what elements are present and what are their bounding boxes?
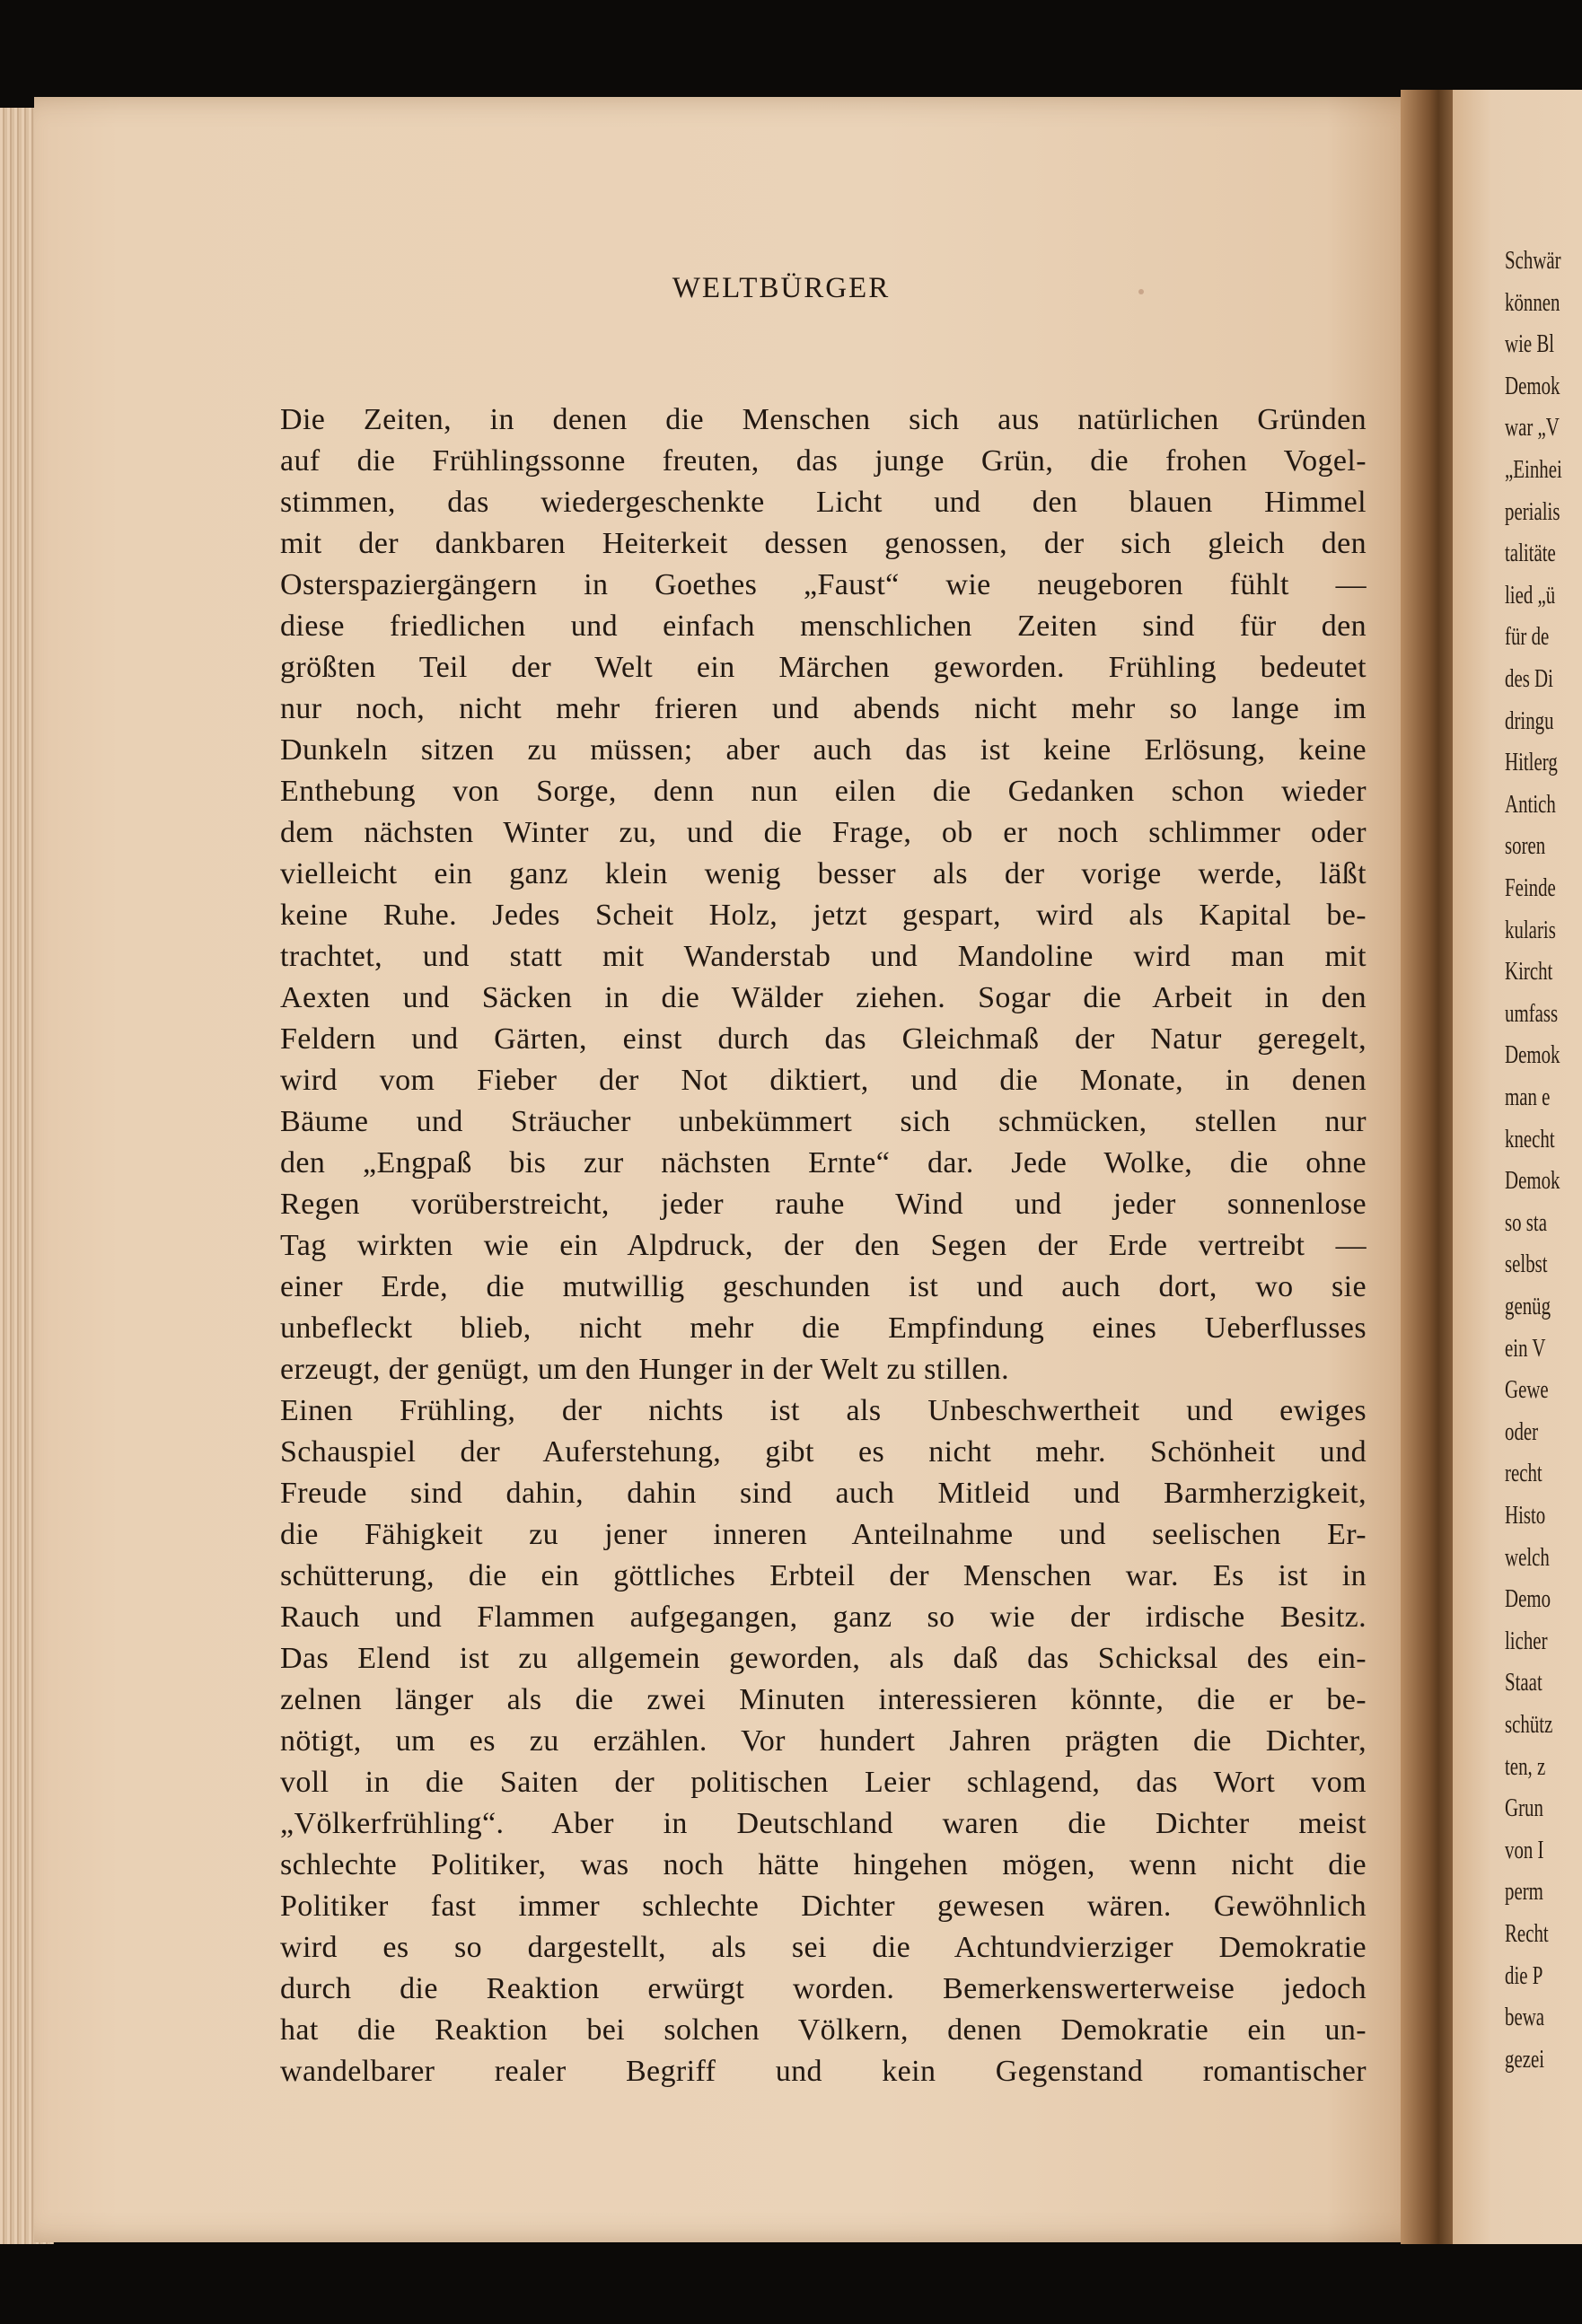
- right-page-line: perialis: [1505, 496, 1560, 526]
- text-line: schlechte Politiker, was noch hätte hingehen mögen, wenn nicht die: [280, 1848, 1367, 1881]
- text-line: die Fähigkeit zu jener inneren Anteilnahme und seelischen Er-: [280, 1518, 1367, 1551]
- text-line: Bäume und Sträucher unbekümmert sich schmücken, stellen nur: [280, 1105, 1367, 1138]
- chapter-body: [280, 399, 1367, 2092]
- right-page-line: Feinde: [1505, 873, 1556, 902]
- text-line: Politiker fast immer schlechte Dichter gewesen wären. Gewöhnlich: [280, 1890, 1367, 1923]
- text-line: wird vom Fieber der Not diktiert, und die Monate, in denen: [280, 1064, 1367, 1097]
- text-line: Aexten und Säcken in die Wälder ziehen. Sogar die Arbeit in den: [280, 981, 1367, 1014]
- right-page-line: perm: [1505, 1877, 1543, 1907]
- right-page-line: können: [1505, 287, 1560, 317]
- text-line: Feldern und Gärten, einst durch das Gleichmaß der Natur geregelt,: [280, 1022, 1367, 1056]
- text-line: einer Erde, die mutwillig geschunden ist und auch dort, wo sie: [280, 1270, 1367, 1303]
- text-line: durch die Reaktion erwürgt worden. Bemerkenswerterweise jedoch: [280, 1972, 1367, 2005]
- right-page-line: Recht: [1505, 1919, 1549, 1948]
- text-line: wandelbarer realer Begriff und kein Gegenstand romantischer: [280, 2055, 1367, 2088]
- right-page-line: Demok: [1505, 1040, 1560, 1070]
- text-line: mit der dankbaren Heiterkeit dessen genossen, der sich gleich den: [280, 527, 1367, 560]
- text-line: Schauspiel der Auferstehung, gibt es nicht mehr. Schönheit und: [280, 1435, 1367, 1469]
- right-page-line: Demok: [1505, 1166, 1560, 1196]
- right-page-line: des Di: [1505, 664, 1553, 693]
- right-page-line: Staat: [1505, 1668, 1542, 1697]
- right-page-line: licher: [1505, 1626, 1548, 1655]
- right-page-fragment: [1453, 90, 1582, 2244]
- text-line: erzeugt, der genügt, um den Hunger in der Welt zu stillen.: [280, 1353, 1009, 1386]
- text-line: voll in die Saiten der politischen Leier schlagend, das Wort vom: [280, 1766, 1367, 1799]
- text-line: diese friedlichen und einfach menschlichen Zeiten sind für den: [280, 610, 1367, 643]
- right-page-line: man e: [1505, 1083, 1551, 1111]
- right-page-line: von I: [1505, 1835, 1544, 1864]
- right-page-line: Histo: [1505, 1501, 1546, 1530]
- right-page-line: selbst: [1505, 1250, 1548, 1279]
- right-page-line: Hitlerg: [1505, 748, 1558, 777]
- text-line: Einen Frühling, der nichts ist als Unbeschwertheit und ewiges: [280, 1394, 1367, 1427]
- text-line: schütterung, die ein göttliches Erbteil der Menschen war. Es ist in: [280, 1559, 1367, 1592]
- text-line: Das Elend ist zu allgemein geworden, als daß das Schicksal des ein-: [280, 1642, 1367, 1675]
- text-line: stimmen, das wiedergeschenkte Licht und den blauen Himmel: [280, 486, 1367, 519]
- text-line: Osterspaziergängern in Goethes „Faust“ wie neugeboren fühlt —: [280, 568, 1367, 601]
- text-line: wird es so dargestellt, als sei die Achtundvierziger Demokratie: [280, 1931, 1367, 1964]
- right-page-line: kularis: [1505, 915, 1556, 944]
- text-line: nur noch, nicht mehr frieren und abends nicht mehr so lange im: [280, 692, 1367, 725]
- right-page-line: Schwär: [1505, 246, 1561, 275]
- right-page-line: Grun: [1505, 1793, 1543, 1823]
- right-page-line: talitäte: [1505, 539, 1556, 568]
- right-page-line: Antich: [1505, 789, 1556, 819]
- right-page-line: knecht: [1505, 1124, 1555, 1153]
- right-page-line: Demo: [1505, 1584, 1551, 1614]
- text-line: Enthebung von Sorge, denn nun eilen die Gedanken schon wieder: [280, 775, 1367, 808]
- right-page-line: war „V: [1505, 413, 1560, 443]
- text-line: zelnen länger als die zwei Minuten interessieren könnte, die er be-: [280, 1683, 1367, 1716]
- text-line: „Völkerfrühling“. Aber in Deutschland waren die Dichter meist: [280, 1807, 1367, 1840]
- text-line: Dunkeln sitzen zu müssen; aber auch das ist keine Erlösung, keine: [280, 733, 1367, 767]
- right-page-line: Demok: [1505, 371, 1560, 400]
- text-line: nötigt, um es zu erzählen. Vor hundert Jahren prägten die Dichter,: [280, 1724, 1367, 1758]
- text-line: Freude sind dahin, dahin sind auch Mitleid und Barmherzigkeit,: [280, 1477, 1367, 1510]
- right-page-line: gezei: [1505, 2044, 1545, 2074]
- right-page-line: ten, z: [1505, 1751, 1546, 1781]
- text-line: unbefleckt blieb, nicht mehr die Empfindung eines Ueberflusses: [280, 1311, 1367, 1345]
- text-line: Tag wirkten wie ein Alpdruck, der den Segen der Erde vertreibt —: [280, 1229, 1367, 1262]
- text-line: Rauch und Flammen aufgegangen, ganz so wie der irdische Besitz.: [280, 1600, 1367, 1634]
- chapter-title: WELTBÜRGER: [672, 272, 891, 304]
- text-line: Regen vorüberstreicht, jeder rauhe Wind und jeder sonnenlose: [280, 1188, 1367, 1221]
- right-page-line: für de: [1505, 622, 1550, 652]
- text-line: trachtet, und statt mit Wanderstab und Mandoline wird man mit: [280, 940, 1367, 973]
- right-page-line: recht: [1505, 1459, 1542, 1488]
- right-page-line: schütz: [1505, 1710, 1553, 1739]
- text-line: den „Engpaß bis zur nächsten Ernte“ dar. Jede Wolke, die ohne: [280, 1146, 1367, 1180]
- right-page-line: dringu: [1505, 706, 1554, 735]
- right-page-line: Kircht: [1505, 957, 1553, 987]
- right-page-line: oder: [1505, 1416, 1539, 1446]
- right-page-line: soren: [1505, 831, 1546, 861]
- right-page-line: genüg: [1505, 1292, 1551, 1320]
- text-line: auf die Frühlingssonne freuten, das junge Grün, die frohen Vogel-: [280, 444, 1367, 478]
- right-page-line: Gewe: [1505, 1375, 1549, 1405]
- right-page-line: die P: [1505, 1960, 1543, 1990]
- speck: [1138, 289, 1144, 294]
- right-page-line: ein V: [1505, 1333, 1546, 1363]
- right-page-line: welch: [1505, 1542, 1550, 1572]
- right-page-line: bewa: [1505, 2003, 1545, 2032]
- right-page-line: „Einhei: [1505, 455, 1562, 484]
- right-page-line: lied „ü: [1505, 580, 1556, 610]
- text-line: hat die Reaktion bei solchen Völkern, denen Demokratie ein un-: [280, 2013, 1367, 2047]
- text-line: vielleicht ein ganz klein wenig besser als der vorige werde, läßt: [280, 857, 1367, 890]
- right-page-line: wie Bl: [1505, 329, 1555, 359]
- right-page-line: umfass: [1505, 998, 1559, 1028]
- text-line: Die Zeiten, in denen die Menschen sich aus natürlichen Gründen: [280, 403, 1367, 436]
- right-page-line: so sta: [1505, 1207, 1547, 1237]
- text-line: keine Ruhe. Jedes Scheit Holz, jetzt gespart, wird als Kapital be-: [280, 899, 1367, 932]
- text-line: größten Teil der Welt ein Märchen geworden. Frühling bedeutet: [280, 651, 1367, 684]
- text-line: dem nächsten Winter zu, und die Frage, ob er noch schlimmer oder: [280, 816, 1367, 849]
